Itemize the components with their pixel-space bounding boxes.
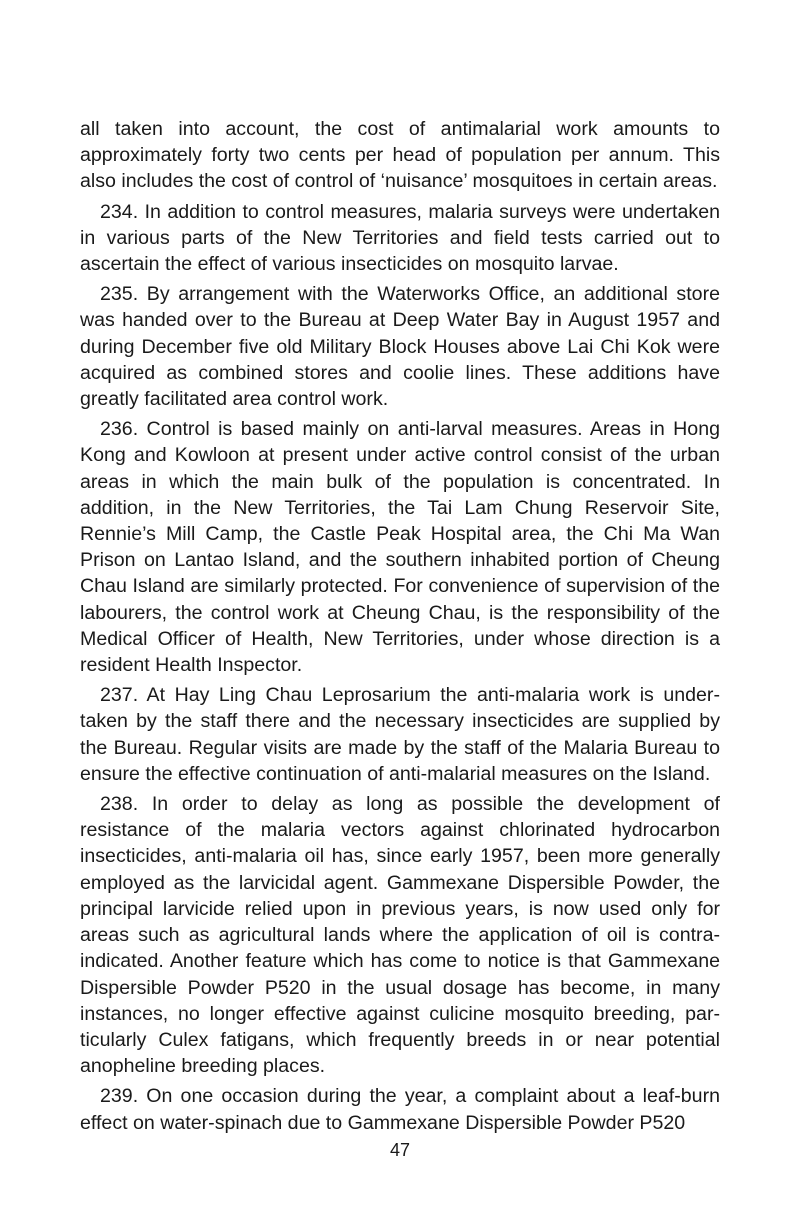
paragraph-continuation: all taken into account, the cost of antimalarial work amounts to approximately forty two cents per head of population per annum. This also includes the cost of control of ‘nuisance’ mosquitoes in certain areas. <box>80 118 720 193</box>
paragraph-236: 236. Control is based mainly on anti-larval measures. Areas in Hong Kong and Kowloon at present under active control consist of the urban areas in which the main bulk of the population is concentrated. In addition, in the New Territories, the Tai Lam Chung Reservoir Site, Rennie’s Mill Camp, the Castle Peak Hospital area, the Chi Ma Wan Prison on Lantao Island, and the southern inhabited portion of Cheung Chau Island are similarly protected. For convenience of supervision of the labourers, the control work at Cheung Chau, is the responsibility of the Medical Officer of Health, New Territories, under whose direction is a resident Health Inspector. <box>80 418 720 677</box>
paragraph-239: 239. On one occasion during the year, a complaint about a leaf-burn effect on water-spinach due to Gammexane Dispersible Powder P520 <box>80 1085 720 1134</box>
paragraph-235: 235. By arrangement with the Waterworks Office, an additional store was handed over to the Bureau at Deep Water Bay in August 1957 and during December five old Military Block Houses above Lai Chi Kok were acquired as combined stores and coolie lines. These additions have greatly facilitated area control work. <box>80 283 720 411</box>
paragraph-238: 238. In order to delay as long as possible the development of resistance of the malaria vectors against chlorinated hydrocarbon insecticides, anti-malaria oil has, since early 1957, been more generally employed as the larvicidal agent. Gammexane Dispersible Powder, the principal larvicide relied upon in previous years, is now used only for areas such as agricultural lands where the application of oil is contra-indicated. Another feature which has come to notice is that Gammexane Dispersible Powder P520 in the usual dosage has become, in many instances, no longer effective against culicine mosquito breeding, par-ticularly Culex fatigans, which frequently breeds in or near potential anopheline breeding places. <box>80 793 720 1078</box>
page-number: 47 <box>389 1140 411 1160</box>
paragraph-237: 237. At Hay Ling Chau Leprosarium the anti-malaria work is under-taken by the staff there and the necessary insecticides are supplied by the Bureau. Regular visits are made by the staff of the Malaria Bureau to ensure the effective continuation of anti-malarial measures on the Island. <box>80 684 720 785</box>
document-page <box>80 116 720 1136</box>
paragraph-234: 234. In addition to control measures, malaria surveys were undertaken in various parts of the New Territories and field tests carried out to ascertain the effect of various insecticides on mosquito larvae. <box>80 200 720 276</box>
